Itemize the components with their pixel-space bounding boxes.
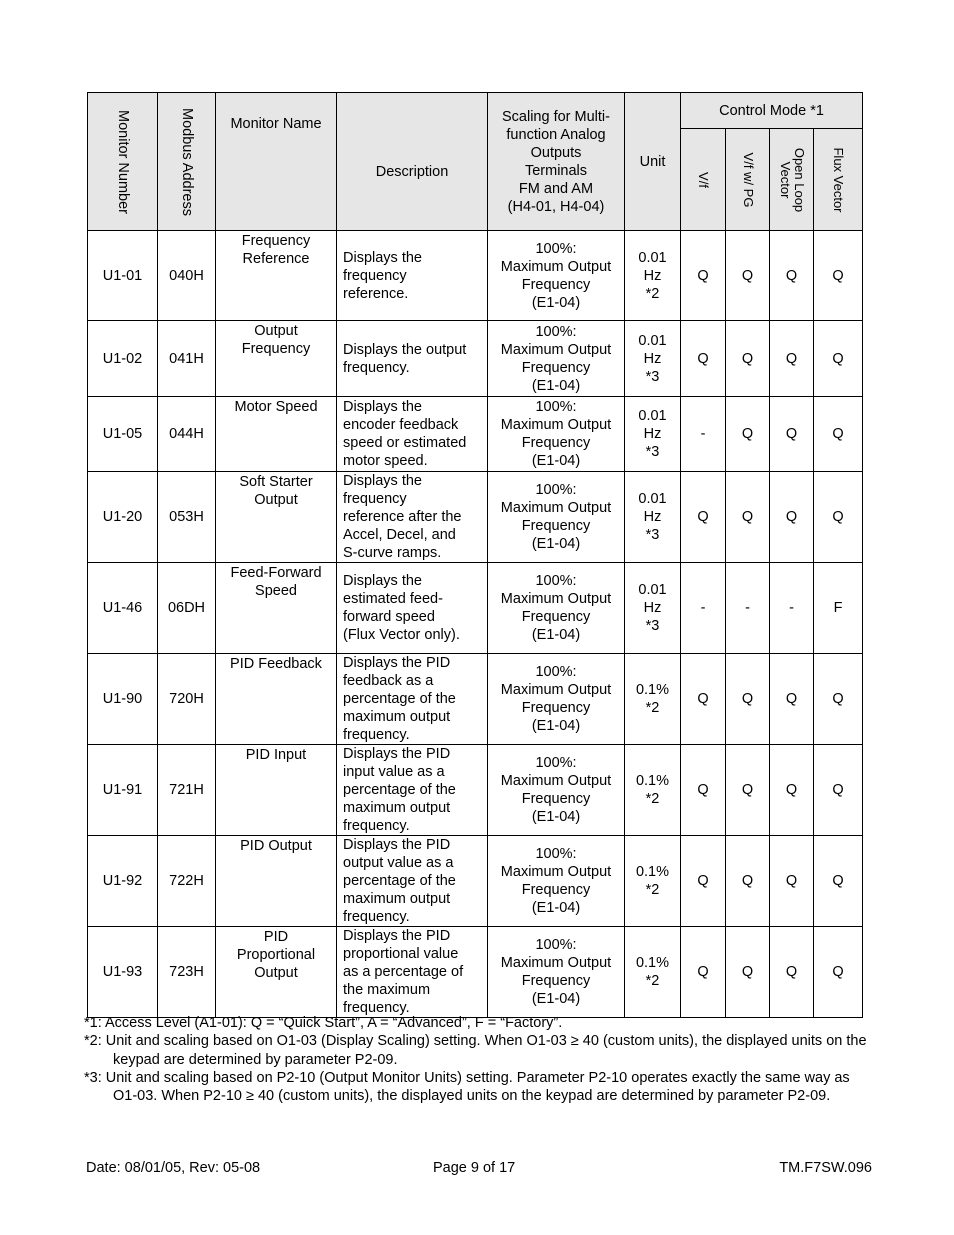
unit-cell [625, 836, 681, 927]
header-monitor-number: Monitor Number [88, 93, 158, 231]
modbus-address-cell: 044H [158, 397, 216, 472]
modbus-address-cell: 053H [158, 472, 216, 563]
cell-line: maximum output [343, 709, 451, 725]
cell-line: 0.1% [635, 955, 670, 971]
cell-line: frequency. [343, 359, 410, 376]
cell-line: Motor Speed [234, 399, 318, 415]
cell-line: *3 [645, 368, 660, 385]
monitor-number-cell: U1-91 [88, 745, 158, 836]
table-row [88, 836, 863, 927]
cell-line: Maximum Output [500, 258, 612, 275]
footnote-3: *3: Unit and scaling based on P2-10 (Output Monitor Units) setting. Parameter P2-10 operates exactly the same way as O1-03. When P2-10 ≥ 40 (custom units), the displayed units on the keypad are determined by parameter P2-09. [84, 1069, 850, 1105]
control-mode-cell: Q [681, 654, 726, 745]
cell-line: PID Input [245, 747, 307, 763]
modbus-address-cell: 041H [158, 321, 216, 397]
cell-line: Hz [643, 267, 662, 284]
description-cell [337, 397, 488, 472]
header-mode-flux-vector: Flux Vector [814, 129, 863, 231]
monitor-number-cell: U1-02 [88, 321, 158, 397]
cell-line: 100%: [535, 399, 577, 415]
description-cell [337, 321, 488, 397]
scaling-cell [488, 836, 625, 927]
monitor-name-cell [216, 321, 337, 397]
footer-date: Date: 08/01/05, Rev: 05-08 [86, 1160, 261, 1176]
cell-line: 100%: [535, 573, 577, 589]
control-mode-cell: Q [770, 836, 814, 927]
cell-line: reference after the [343, 509, 462, 525]
header-scaling-line: (H4-01, H4-04) [507, 198, 605, 215]
cell-line: frequency. [343, 1000, 410, 1016]
cell-line: output value as a [343, 855, 454, 871]
cell-line: Maximum Output [500, 500, 612, 516]
description-cell [337, 836, 488, 927]
cell-line: 100%: [535, 240, 577, 257]
header-scaling-line: FM and AM [518, 180, 594, 197]
cell-line: 100%: [535, 846, 577, 862]
cell-line: (E1-04) [531, 453, 581, 469]
control-mode-cell: Q [726, 836, 770, 927]
modbus-address-cell: 720H [158, 654, 216, 745]
cell-line: percentage of the [343, 873, 456, 889]
control-mode-cell: Q [726, 231, 770, 321]
cell-line: Frequency [521, 791, 591, 807]
header-scaling-line: Outputs [530, 144, 582, 161]
cell-line: S-curve ramps. [343, 545, 442, 561]
cell-line: Frequency [521, 359, 591, 376]
cell-line: Proportional [236, 947, 316, 963]
cell-line: *3 [645, 618, 660, 634]
scaling-cell [488, 745, 625, 836]
footnote-1: *1: Access Level (A1-01): Q = “Quick Start”, A = “Advanced”, F = “Factory”. [84, 1015, 563, 1031]
control-mode-cell: - [681, 397, 726, 472]
table-row [88, 321, 863, 397]
control-mode-cell: - [681, 563, 726, 654]
unit-cell [625, 927, 681, 1018]
cell-line: Frequency [521, 518, 591, 534]
table-row [88, 472, 863, 563]
unit-cell [625, 563, 681, 654]
unit-cell [625, 472, 681, 563]
cell-line: Maximum Output [500, 682, 612, 698]
cell-line: PID Feedback [230, 656, 322, 672]
control-mode-cell: Q [770, 472, 814, 563]
cell-line: feedback as a [343, 673, 434, 689]
cell-line: Soft Starter [239, 474, 313, 490]
cell-line: Hz [643, 426, 662, 442]
footer-page-number: Page 9 of 17 [433, 1160, 516, 1176]
monitor-name-cell [216, 745, 337, 836]
cell-line: (Flux Vector only). [343, 627, 460, 643]
cell-line: (E1-04) [531, 627, 581, 643]
cell-line: Speed [255, 583, 297, 599]
cell-line: Output [254, 492, 298, 508]
cell-line: Maximum Output [500, 591, 612, 607]
description-cell [337, 472, 488, 563]
cell-line: Displays the [343, 573, 422, 589]
control-mode-cell: Q [681, 836, 726, 927]
cell-line: 100%: [535, 937, 577, 953]
cell-line: 0.1% [635, 864, 670, 880]
monitor-name-cell [216, 927, 337, 1018]
control-mode-cell: Q [814, 836, 863, 927]
header-scaling-line: function Analog [506, 126, 606, 143]
cell-line: (E1-04) [531, 718, 581, 734]
cell-line: maximum output [343, 891, 451, 907]
cell-line: (E1-04) [531, 809, 581, 825]
control-mode-cell: Q [681, 745, 726, 836]
monitor-name-cell [216, 836, 337, 927]
cell-line: Frequency [521, 435, 591, 451]
cell-line: percentage of the [343, 691, 456, 707]
modbus-address-cell: 721H [158, 745, 216, 836]
cell-line: Frequency [241, 233, 311, 249]
control-mode-cell: Q [814, 321, 863, 397]
cell-line: as a percentage of [343, 964, 464, 980]
scaling-cell [488, 927, 625, 1018]
cell-line: (E1-04) [531, 294, 581, 311]
modbus-address-cell: 06DH [158, 563, 216, 654]
cell-line: Displays the PID [343, 928, 451, 944]
control-mode-cell: Q [726, 472, 770, 563]
header-mode-vf-pg: V/f w/ PG [726, 129, 770, 231]
cell-line: reference. [343, 285, 409, 302]
scaling-cell [488, 563, 625, 654]
control-mode-cell: Q [770, 231, 814, 321]
control-mode-cell: Q [681, 231, 726, 321]
footnotes [84, 1014, 874, 1105]
cell-line: Maximum Output [500, 955, 612, 971]
cell-line: Output [254, 323, 298, 339]
monitor-number-cell: U1-05 [88, 397, 158, 472]
description-cell [337, 927, 488, 1018]
cell-line: Displays the [343, 399, 422, 415]
scaling-cell [488, 654, 625, 745]
header-unit: Unit [625, 93, 681, 231]
cell-line: 0.01 [638, 408, 667, 424]
monitor-number-cell: U1-46 [88, 563, 158, 654]
monitor-name-cell [216, 654, 337, 745]
cell-line: frequency. [343, 909, 410, 925]
unit-cell [625, 397, 681, 472]
header-modbus-address: Modbus Address [158, 93, 216, 231]
control-mode-cell: Q [770, 745, 814, 836]
control-mode-cell: Q [726, 397, 770, 472]
footer-doc-id: TM.F7SW.096 [779, 1160, 872, 1176]
unit-cell [625, 321, 681, 397]
cell-line: Frequency [521, 882, 591, 898]
cell-line: 0.01 [638, 582, 667, 598]
header-scaling [488, 93, 625, 231]
monitor-number-cell: U1-20 [88, 472, 158, 563]
cell-line: 0.01 [638, 249, 667, 266]
footnote-2: *2: Unit and scaling based on O1-03 (Display Scaling) setting. When O1-03 ≥ 40 (custom units), the displayed units on the keypad are determined by parameter P2-09. [84, 1033, 867, 1068]
cell-line: (E1-04) [531, 536, 581, 552]
cell-line: Frequency [521, 276, 591, 293]
cell-line: *3 [645, 527, 660, 543]
cell-line: *2 [645, 700, 660, 716]
cell-line: estimated feed- [343, 591, 443, 607]
control-mode-cell: Q [681, 472, 726, 563]
description-cell [337, 231, 488, 321]
control-mode-cell: Q [814, 927, 863, 1018]
cell-line: Feed-Forward [230, 565, 322, 581]
cell-line: Maximum Output [500, 864, 612, 880]
cell-line: Hz [643, 600, 662, 616]
table-row [88, 927, 863, 1018]
cell-line: forward speed [343, 609, 435, 625]
monitor-number-cell: U1-92 [88, 836, 158, 927]
cell-line: Hz [643, 350, 662, 367]
control-mode-cell: Q [726, 321, 770, 397]
scaling-cell [488, 321, 625, 397]
control-mode-cell: Q [814, 231, 863, 321]
cell-line: motor speed. [343, 453, 428, 469]
cell-line: *2 [645, 285, 660, 302]
monitor-number-cell: U1-93 [88, 927, 158, 1018]
cell-line: Frequency [521, 973, 591, 989]
cell-line: Output [254, 965, 298, 981]
header-description: Description [337, 93, 488, 231]
header-control-mode: Control Mode *1 [681, 93, 863, 129]
cell-line: Displays the [343, 249, 422, 266]
cell-line: Frequency [241, 341, 311, 357]
control-mode-cell: - [770, 563, 814, 654]
monitor-number-cell: U1-90 [88, 654, 158, 745]
control-mode-cell: Q [770, 654, 814, 745]
description-cell [337, 654, 488, 745]
control-mode-cell: Q [814, 472, 863, 563]
cell-line: proportional value [343, 946, 459, 962]
page-footer [86, 1160, 872, 1178]
scaling-cell [488, 397, 625, 472]
cell-line: frequency [343, 491, 407, 507]
control-mode-cell: Q [681, 927, 726, 1018]
monitor-table [87, 92, 863, 1018]
control-mode-cell: Q [814, 397, 863, 472]
cell-line: Displays the PID [343, 837, 451, 853]
header-monitor-name: Monitor Name [216, 93, 337, 231]
cell-line: 0.01 [638, 491, 667, 507]
cell-line: Maximum Output [500, 341, 612, 358]
modbus-address-cell: 040H [158, 231, 216, 321]
cell-line: (E1-04) [531, 991, 581, 1007]
control-mode-cell: Q [770, 397, 814, 472]
control-mode-cell: Q [726, 745, 770, 836]
cell-line: PID [263, 929, 289, 945]
table-row [88, 231, 863, 321]
table-row [88, 745, 863, 836]
control-mode-cell: Q [814, 745, 863, 836]
control-mode-cell: F [814, 563, 863, 654]
cell-line: Maximum Output [500, 773, 612, 789]
description-cell [337, 563, 488, 654]
cell-line: 100%: [535, 482, 577, 498]
header-mode-vf: V/f [681, 129, 726, 231]
table-row [88, 654, 863, 745]
cell-line: percentage of the [343, 782, 456, 798]
control-mode-cell: Q [770, 927, 814, 1018]
monitor-name-cell [216, 397, 337, 472]
unit-cell [625, 231, 681, 321]
monitor-name-cell [216, 472, 337, 563]
table-row [88, 563, 863, 654]
cell-line: speed or estimated [343, 435, 467, 451]
modbus-address-cell: 723H [158, 927, 216, 1018]
cell-line: frequency. [343, 727, 410, 743]
cell-line: Displays the PID [343, 655, 451, 671]
header-scaling-line: Terminals [524, 162, 588, 179]
control-mode-cell: - [726, 563, 770, 654]
cell-line: frequency [343, 267, 407, 284]
control-mode-cell: Q [726, 927, 770, 1018]
cell-line: maximum output [343, 800, 451, 816]
scaling-cell [488, 231, 625, 321]
cell-line: 0.01 [638, 332, 667, 349]
cell-line: Frequency [521, 700, 591, 716]
cell-line: 0.1% [635, 682, 670, 698]
cell-line: Reference [242, 251, 310, 267]
cell-line: 100%: [535, 323, 577, 340]
control-mode-cell: Q [814, 654, 863, 745]
unit-cell [625, 745, 681, 836]
modbus-address-cell: 722H [158, 836, 216, 927]
cell-line: *2 [645, 791, 660, 807]
cell-line: the maximum [343, 982, 431, 998]
cell-line: encoder feedback [343, 417, 459, 433]
monitor-name-cell [216, 231, 337, 321]
description-cell [337, 745, 488, 836]
cell-line: 100%: [535, 664, 577, 680]
unit-cell [625, 654, 681, 745]
cell-line: Displays the PID [343, 746, 451, 762]
cell-line: (E1-04) [531, 377, 581, 394]
cell-line: 0.1% [635, 773, 670, 789]
cell-line: *3 [645, 444, 660, 460]
cell-line: PID Output [240, 838, 312, 854]
monitor-number-cell: U1-01 [88, 231, 158, 321]
header-scaling-line: Scaling for Multi- [502, 108, 610, 125]
table-row [88, 397, 863, 472]
cell-line: Hz [643, 509, 662, 525]
scaling-cell [488, 472, 625, 563]
cell-line: *2 [645, 973, 660, 989]
cell-line: frequency. [343, 818, 410, 834]
monitor-name-cell [216, 563, 337, 654]
control-mode-cell: Q [726, 654, 770, 745]
cell-line: Displays the [343, 473, 422, 489]
cell-line: Maximum Output [500, 417, 612, 433]
control-mode-cell: Q [770, 321, 814, 397]
cell-line: 100%: [535, 755, 577, 771]
cell-line: (E1-04) [531, 900, 581, 916]
cell-line: *2 [645, 882, 660, 898]
cell-line: Displays the output [343, 341, 467, 358]
control-mode-cell: Q [681, 321, 726, 397]
header-mode-open-loop-vector: Open Loop Vector [770, 129, 814, 231]
cell-line: input value as a [343, 764, 445, 780]
cell-line: Frequency [521, 609, 591, 625]
cell-line: Accel, Decel, and [343, 527, 456, 543]
